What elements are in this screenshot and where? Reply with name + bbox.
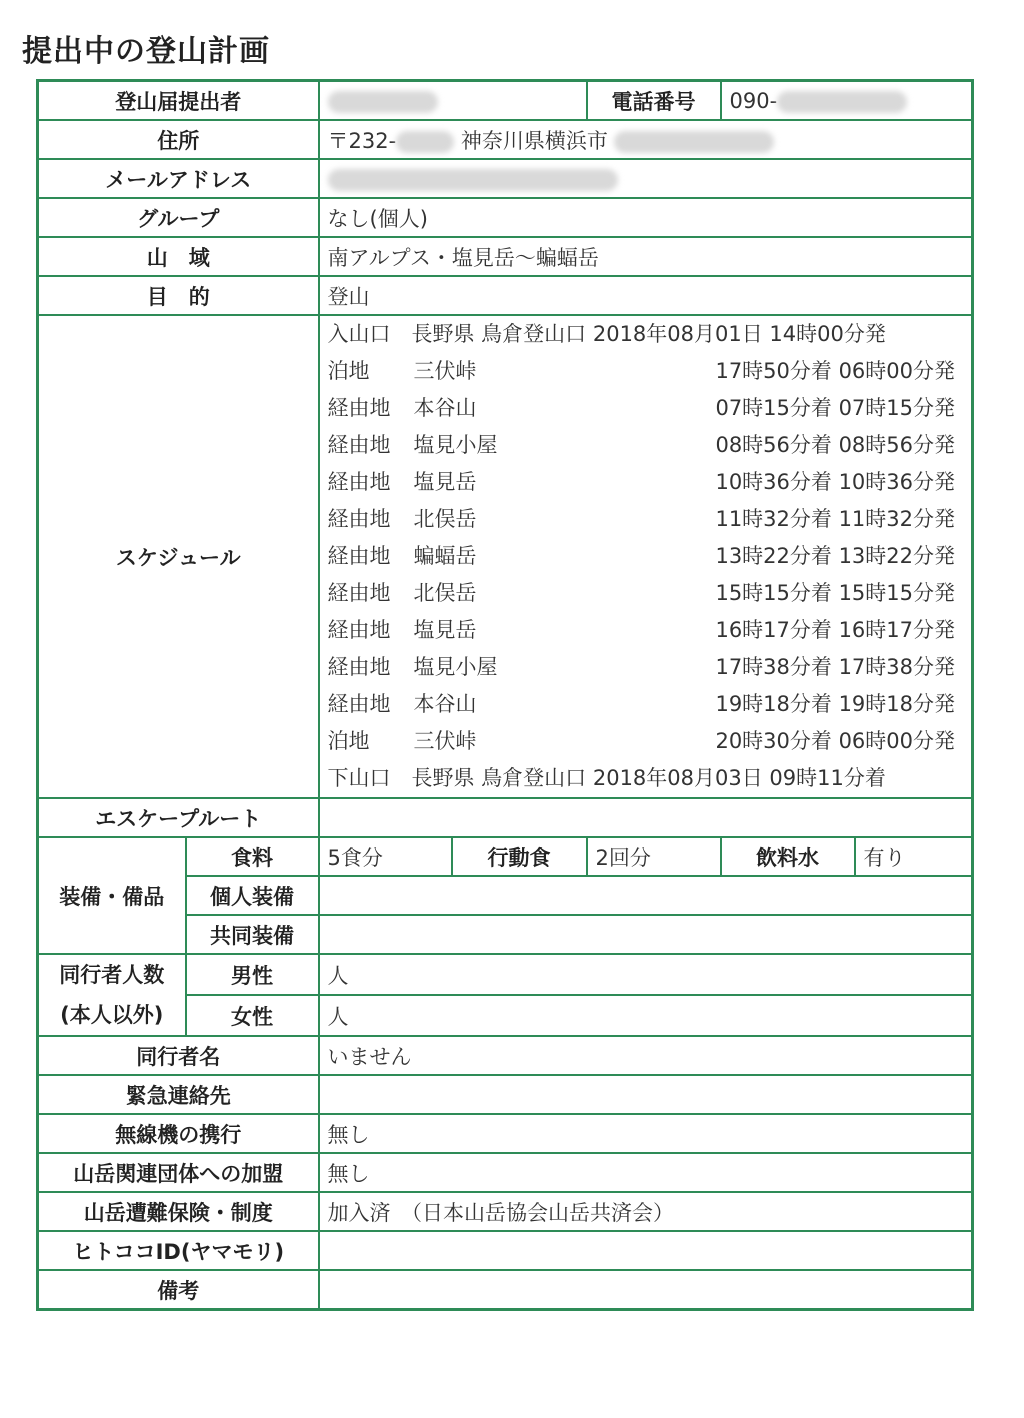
email-value xyxy=(319,159,973,198)
shared-gear-value xyxy=(319,915,973,954)
schedule-stop xyxy=(328,464,964,501)
shared-gear-label: 共同装備 xyxy=(186,915,319,954)
schedule-stop-place: 三伏峠 xyxy=(413,359,477,383)
schedule-stop-type: 経由地 xyxy=(327,470,391,494)
schedule-stop-type: 泊地 xyxy=(327,359,370,383)
insurance-value: 加入済 （日本山岳協会山岳共済会） xyxy=(319,1192,973,1231)
hitococo-value xyxy=(319,1231,973,1270)
personal-gear-value xyxy=(319,876,973,915)
schedule-stop-time: 17時38分着 17時38分発 xyxy=(715,655,956,679)
schedule-stop xyxy=(328,353,964,390)
emergency-row xyxy=(38,1075,973,1114)
schedule-stop-place: 塩見岳 xyxy=(413,470,477,494)
companion-names-label: 同行者名 xyxy=(38,1036,319,1075)
schedule-stop-time: 17時50分着 06時00分発 xyxy=(715,359,956,383)
equipment-food-row xyxy=(38,837,973,876)
companions-label-line2: (本人以外) xyxy=(60,1003,164,1027)
snack-value: 2回分 xyxy=(587,837,721,876)
address-label: 住所 xyxy=(38,120,319,159)
schedule-stop xyxy=(328,649,964,686)
food-value: 5食分 xyxy=(319,837,452,876)
schedule-stop-type: 経由地 xyxy=(327,507,391,531)
schedule-stop-type: 経由地 xyxy=(327,618,391,642)
schedule-stop-time: 07時15分着 07時15分発 xyxy=(715,396,956,420)
radio-value: 無し xyxy=(319,1114,973,1153)
escape-route-row xyxy=(38,798,973,837)
insurance-row xyxy=(38,1192,973,1231)
radio-row xyxy=(38,1114,973,1153)
male-value: 人 xyxy=(319,954,973,995)
purpose-row xyxy=(38,276,973,315)
schedule-value xyxy=(319,315,973,798)
email-row xyxy=(38,159,973,198)
emergency-value xyxy=(319,1075,973,1114)
schedule-stop-time: 08時56分着 08時56分発 xyxy=(715,433,956,457)
plan-table xyxy=(36,79,974,1311)
schedule-stop xyxy=(328,612,964,649)
schedule-stop xyxy=(328,427,964,464)
area-value: 南アルプス・塩見岳～蝙蝠岳 xyxy=(319,237,973,276)
group-row xyxy=(38,198,973,237)
group-label: グループ xyxy=(38,198,319,237)
schedule-stop-place: 塩見小屋 xyxy=(413,655,498,679)
schedule-stop xyxy=(328,538,964,575)
schedule-stop-place: 塩見小屋 xyxy=(413,433,498,457)
companions-male-row xyxy=(38,954,973,995)
notes-row xyxy=(38,1270,973,1310)
phone-label: 電話番号 xyxy=(587,81,721,121)
companion-names-value: いません xyxy=(319,1036,973,1075)
schedule-stop-type: 経由地 xyxy=(327,433,391,457)
schedule-stop xyxy=(328,390,964,427)
association-row xyxy=(38,1153,973,1192)
purpose-label: 目 的 xyxy=(38,276,319,315)
water-label: 飲料水 xyxy=(721,837,855,876)
applicant-value xyxy=(319,81,587,121)
schedule-stop xyxy=(328,723,964,760)
association-label: 山岳関連団体への加盟 xyxy=(38,1153,319,1192)
companion-names-row xyxy=(38,1036,973,1075)
schedule-stop-place: 本谷山 xyxy=(413,396,477,420)
food-label: 食料 xyxy=(186,837,319,876)
schedule-stop xyxy=(328,686,964,723)
schedule-stop xyxy=(328,501,964,538)
schedule-stop-type: 経由地 xyxy=(327,544,391,568)
emergency-label: 緊急連絡先 xyxy=(38,1075,319,1114)
female-value: 人 xyxy=(319,995,973,1036)
address-value: 〒232- 神奈川県横浜市 xyxy=(319,120,973,159)
male-label: 男性 xyxy=(186,954,319,995)
escape-route-value xyxy=(319,798,973,837)
female-label: 女性 xyxy=(186,995,319,1036)
email-label: メールアドレス xyxy=(38,159,319,198)
area-row xyxy=(38,237,973,276)
schedule-stop-type: 経由地 xyxy=(327,692,391,716)
schedule-stop-time: 10時36分着 10時36分発 xyxy=(715,470,956,494)
snack-label: 行動食 xyxy=(452,837,587,876)
schedule-stop-time: 16時17分着 16時17分発 xyxy=(715,618,956,642)
schedule-label: スケジュール xyxy=(38,315,319,798)
schedule-row xyxy=(38,315,973,798)
personal-gear-label: 個人装備 xyxy=(186,876,319,915)
schedule-stop-type: 経由地 xyxy=(327,655,391,679)
schedule-stop-time: 20時30分着 06時00分発 xyxy=(715,729,956,753)
companions-label xyxy=(38,954,186,1036)
schedule-stop xyxy=(328,575,964,612)
applicant-row xyxy=(38,81,973,121)
schedule-stop-place: 本谷山 xyxy=(413,692,477,716)
schedule-end: 下山口 長野県 鳥倉登山口 2018年08月03日 09時11分着 xyxy=(327,766,886,790)
group-value: なし(個人) xyxy=(319,198,973,237)
schedule-stop-time: 19時18分着 19時18分発 xyxy=(715,692,956,716)
schedule-stop-place: 三伏峠 xyxy=(413,729,477,753)
schedule-stop-type: 経由地 xyxy=(327,581,391,605)
radio-label: 無線機の携行 xyxy=(38,1114,319,1153)
companions-label-line1: 同行者人数 xyxy=(59,963,165,987)
phone-value: 090- xyxy=(721,81,973,121)
insurance-label: 山岳遭難保険・制度 xyxy=(38,1192,319,1231)
escape-route-label: エスケープルート xyxy=(38,798,319,837)
area-label: 山 域 xyxy=(38,237,319,276)
schedule-stop-place: 北俣岳 xyxy=(413,581,477,605)
schedule-stop-place: 蝙蝠岳 xyxy=(413,544,477,568)
schedule-stop-place: 塩見岳 xyxy=(413,618,477,642)
water-value: 有り xyxy=(855,837,973,876)
schedule-stop-time: 11時32分着 11時32分発 xyxy=(715,507,956,531)
purpose-value: 登山 xyxy=(319,276,973,315)
schedule-stop-type: 泊地 xyxy=(327,729,370,753)
hitococo-label: ヒトココID(ヤマモリ) xyxy=(38,1231,319,1270)
association-value: 無し xyxy=(319,1153,973,1192)
schedule-start: 入山口 長野県 鳥倉登山口 2018年08月01日 14時00分発 xyxy=(327,322,886,346)
notes-value xyxy=(319,1270,973,1310)
page-title: 提出中の登山計画 xyxy=(22,34,270,69)
equipment-label: 装備・備品 xyxy=(38,837,186,954)
address-row xyxy=(38,120,973,159)
schedule-stop-time: 13時22分着 13時22分発 xyxy=(715,544,956,568)
schedule-stop-place: 北俣岳 xyxy=(413,507,477,531)
schedule-stop-type: 経由地 xyxy=(327,396,391,420)
schedule-stop-time: 15時15分着 15時15分発 xyxy=(715,581,956,605)
applicant-label: 登山届提出者 xyxy=(38,81,319,121)
notes-label: 備考 xyxy=(38,1270,319,1310)
hitococo-row xyxy=(38,1231,973,1270)
